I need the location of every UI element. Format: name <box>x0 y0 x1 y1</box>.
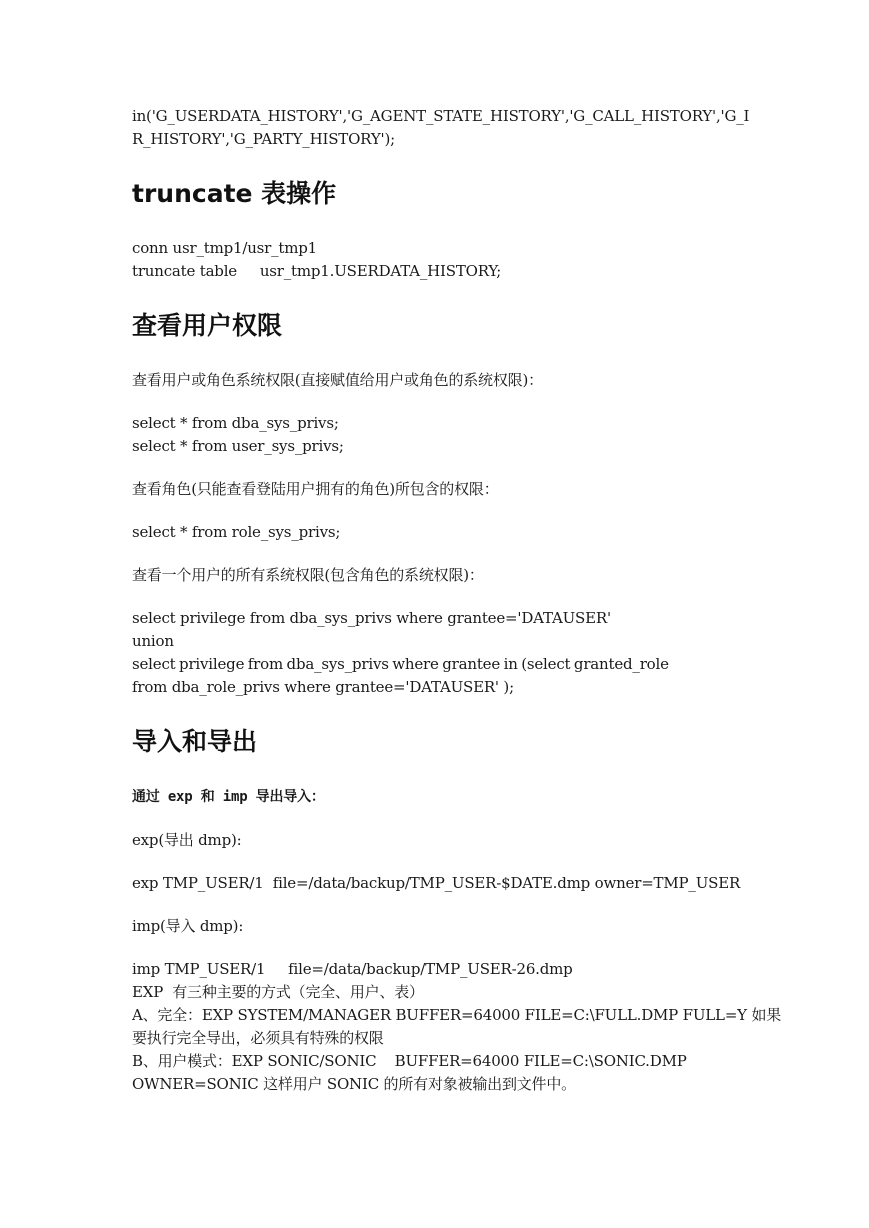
sql-union-line-4: from dba_role_privs where grantee='DATAUSER' ); <box>132 678 514 696</box>
imp-command: imp TMP_USER/1 file=/data/backup/TMP_USER-26.dmp <box>132 960 573 978</box>
exp-label: exp(导出 dmp): <box>132 831 242 849</box>
subheading-exp-imp: 通过 exp 和 imp 导出导入： <box>132 789 325 805</box>
imp-label: imp(导入 dmp): <box>132 917 244 935</box>
heading-import-export: 导入和导出 <box>132 727 258 756</box>
truncate-table-line: truncate table usr_tmp1.USERDATA_HISTORY; <box>132 262 502 280</box>
sql-in-clause-line-2: R_HISTORY','G_PARTY_HISTORY'); <box>132 130 395 148</box>
exp-modes-intro: EXP 有三种主要的方式（完全、用户、表） <box>132 983 424 1001</box>
exp-user-mode-line-2: OWNER=SONIC 这样用户 SONIC 的所有对象被输出到文件中。 <box>132 1075 576 1093</box>
sql-in-clause-line-1: in('G_USERDATA_HISTORY','G_AGENT_STATE_HISTORY','G_CALL_HISTORY','G_I <box>132 107 750 125</box>
truncate-conn-line: conn usr_tmp1/usr_tmp1 <box>132 239 318 257</box>
paragraph-sys-privs: 查看用户或角色系统权限(直接赋值给用户或角色的系统权限)： <box>132 371 543 389</box>
exp-command: exp TMP_USER/1 file=/data/backup/TMP_USER-$DATE.dmp owner=TMP_USER <box>132 874 741 892</box>
sql-user-sys-privs: select * from user_sys_privs; <box>132 437 344 455</box>
paragraph-all-privs: 查看一个用户的所有系统权限(包含角色的系统权限)： <box>132 566 484 584</box>
sql-union-line-3: select privilege from dba_sys_privs where grantee in (select granted_role <box>132 655 669 673</box>
exp-full-mode-line-1: A、完全：EXP SYSTEM/MANAGER BUFFER=64000 FILE=C:\FULL.DMP FULL=Y 如果 <box>132 1006 782 1024</box>
sql-union-line-2: union <box>132 632 174 650</box>
sql-union-line-1: select privilege from dba_sys_privs where grantee='DATAUSER' <box>132 609 611 627</box>
exp-user-mode-line-1: B、用户模式：EXP SONIC/SONIC BUFFER=64000 FILE=C:\SONIC.DMP <box>132 1052 687 1070</box>
sql-dba-sys-privs: select * from dba_sys_privs; <box>132 414 339 432</box>
exp-full-mode-line-2: 要执行完全导出，必须具有特殊的权限 <box>132 1029 384 1047</box>
paragraph-role-privs: 查看角色(只能查看登陆用户拥有的角色)所包含的权限： <box>132 480 499 498</box>
heading-truncate: truncate 表操作 <box>132 179 337 208</box>
heading-user-privileges: 查看用户权限 <box>132 311 283 340</box>
sql-role-sys-privs: select * from role_sys_privs; <box>132 523 341 541</box>
